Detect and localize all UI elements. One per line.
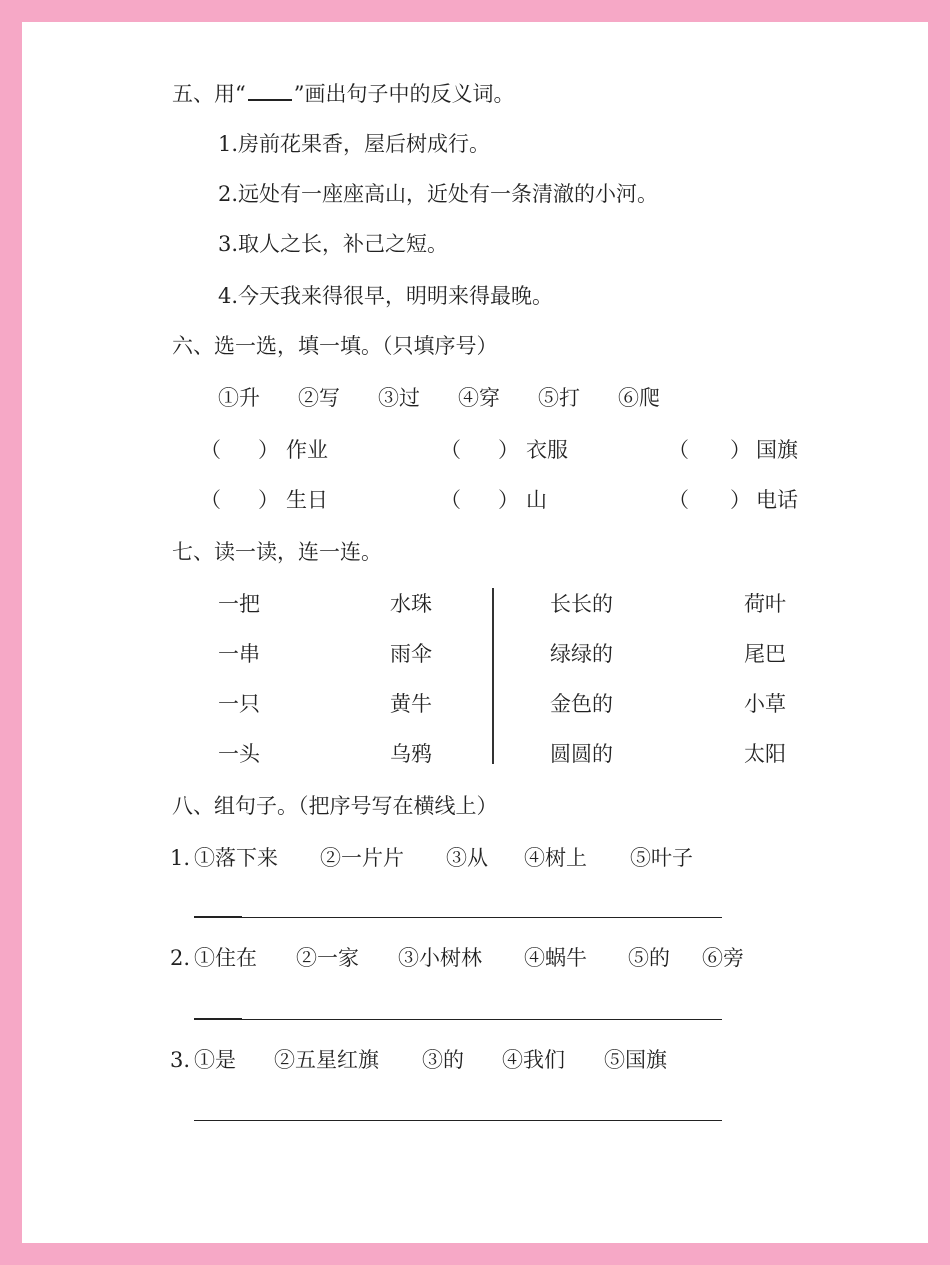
match-word: 雨伞 — [390, 642, 432, 666]
fill-phrase: 生日 — [286, 488, 328, 512]
section-5-heading — [172, 80, 515, 108]
word-part: ③的 — [422, 1048, 464, 1072]
worksheet-page — [22, 22, 928, 1243]
match-word: 一只 — [218, 692, 260, 716]
word-part: ②一片片 — [320, 846, 404, 870]
paren-open: （ — [668, 438, 689, 462]
paren-close: ） — [730, 438, 751, 462]
paren-open: （ — [440, 438, 461, 462]
underline-sample — [248, 81, 292, 101]
match-word: 荷叶 — [744, 592, 786, 616]
option: ⑤打 — [538, 386, 580, 410]
column-divider — [492, 588, 494, 764]
match-word: 太阳 — [744, 742, 786, 766]
answer-line[interactable] — [194, 1120, 722, 1121]
word-part: ②一家 — [296, 946, 359, 970]
match-word: 长长的 — [550, 592, 613, 616]
section-6-heading: 六、选一选，填一填。（只填序号） — [172, 334, 498, 358]
match-word: 水珠 — [390, 592, 432, 616]
section-5-item: 2.远处有一座座高山，近处有一条清澈的小河。 — [218, 182, 659, 206]
option: ⑥爬 — [618, 386, 660, 410]
option: ③过 — [378, 386, 420, 410]
fill-phrase: 国旗 — [756, 438, 798, 462]
match-word: 尾巴 — [744, 642, 786, 666]
fill-phrase: 电话 — [756, 488, 798, 512]
paren-open: （ — [200, 488, 221, 512]
fill-phrase: 作业 — [286, 438, 328, 462]
word-part: ④树上 — [524, 846, 587, 870]
match-word: 绿绿的 — [550, 642, 613, 666]
section-5-heading-post: ”画出句子中的反义词。 — [293, 82, 515, 106]
match-word: 黄牛 — [390, 692, 432, 716]
word-part: ⑤叶子 — [630, 846, 693, 870]
match-word: 乌鸦 — [390, 742, 432, 766]
word-part: ④我们 — [502, 1048, 565, 1072]
match-word: 一串 — [218, 642, 260, 666]
word-part: ④蜗牛 — [524, 946, 587, 970]
paren-close: ） — [258, 438, 279, 462]
option: ①升 — [218, 386, 260, 410]
word-part: ⑤国旗 — [604, 1048, 667, 1072]
answer-line[interactable] — [194, 1019, 722, 1020]
question-number: 3. — [170, 1048, 191, 1072]
paren-open: （ — [668, 488, 689, 512]
word-part: ②五星红旗 — [274, 1048, 379, 1072]
question-number: 2. — [170, 946, 191, 970]
fill-phrase: 山 — [526, 488, 547, 512]
fill-phrase: 衣服 — [526, 438, 568, 462]
word-part: ⑤的 — [628, 946, 670, 970]
match-word: 小草 — [744, 692, 786, 716]
word-part: ①住在 — [194, 946, 257, 970]
match-word: 圆圆的 — [550, 742, 613, 766]
word-part: ①落下来 — [194, 846, 278, 870]
section-7-heading: 七、读一读，连一连。 — [172, 540, 382, 564]
word-part: ①是 — [194, 1048, 236, 1072]
paren-close: ） — [498, 438, 519, 462]
match-word: 金色的 — [550, 692, 613, 716]
word-part-clip — [702, 944, 748, 974]
paren-close: ） — [258, 488, 279, 512]
paren-open: （ — [440, 488, 461, 512]
section-5-heading-pre: 五、用“ — [172, 82, 246, 106]
answer-line[interactable] — [194, 917, 722, 918]
paren-close: ） — [498, 488, 519, 512]
section-5-item: 3.取人之长，补己之短。 — [218, 232, 449, 256]
option: ②写 — [298, 386, 340, 410]
word-part: ③小树林 — [398, 946, 482, 970]
word-part: ⑥旁 — [702, 946, 744, 970]
word-part: ③从 — [446, 846, 488, 870]
question-number: 1. — [170, 846, 191, 870]
section-5-item: 1.房前花果香，屋后树成行。 — [218, 132, 491, 156]
match-word: 一头 — [218, 742, 260, 766]
section-8-heading: 八、组句子。（把序号写在横线上） — [172, 794, 498, 818]
section-5-item: 4.今天我来得很早，明明来得最晚。 — [218, 284, 554, 308]
option: ④穿 — [458, 386, 500, 410]
paren-open: （ — [200, 438, 221, 462]
match-word: 一把 — [218, 592, 260, 616]
paren-close: ） — [730, 488, 751, 512]
